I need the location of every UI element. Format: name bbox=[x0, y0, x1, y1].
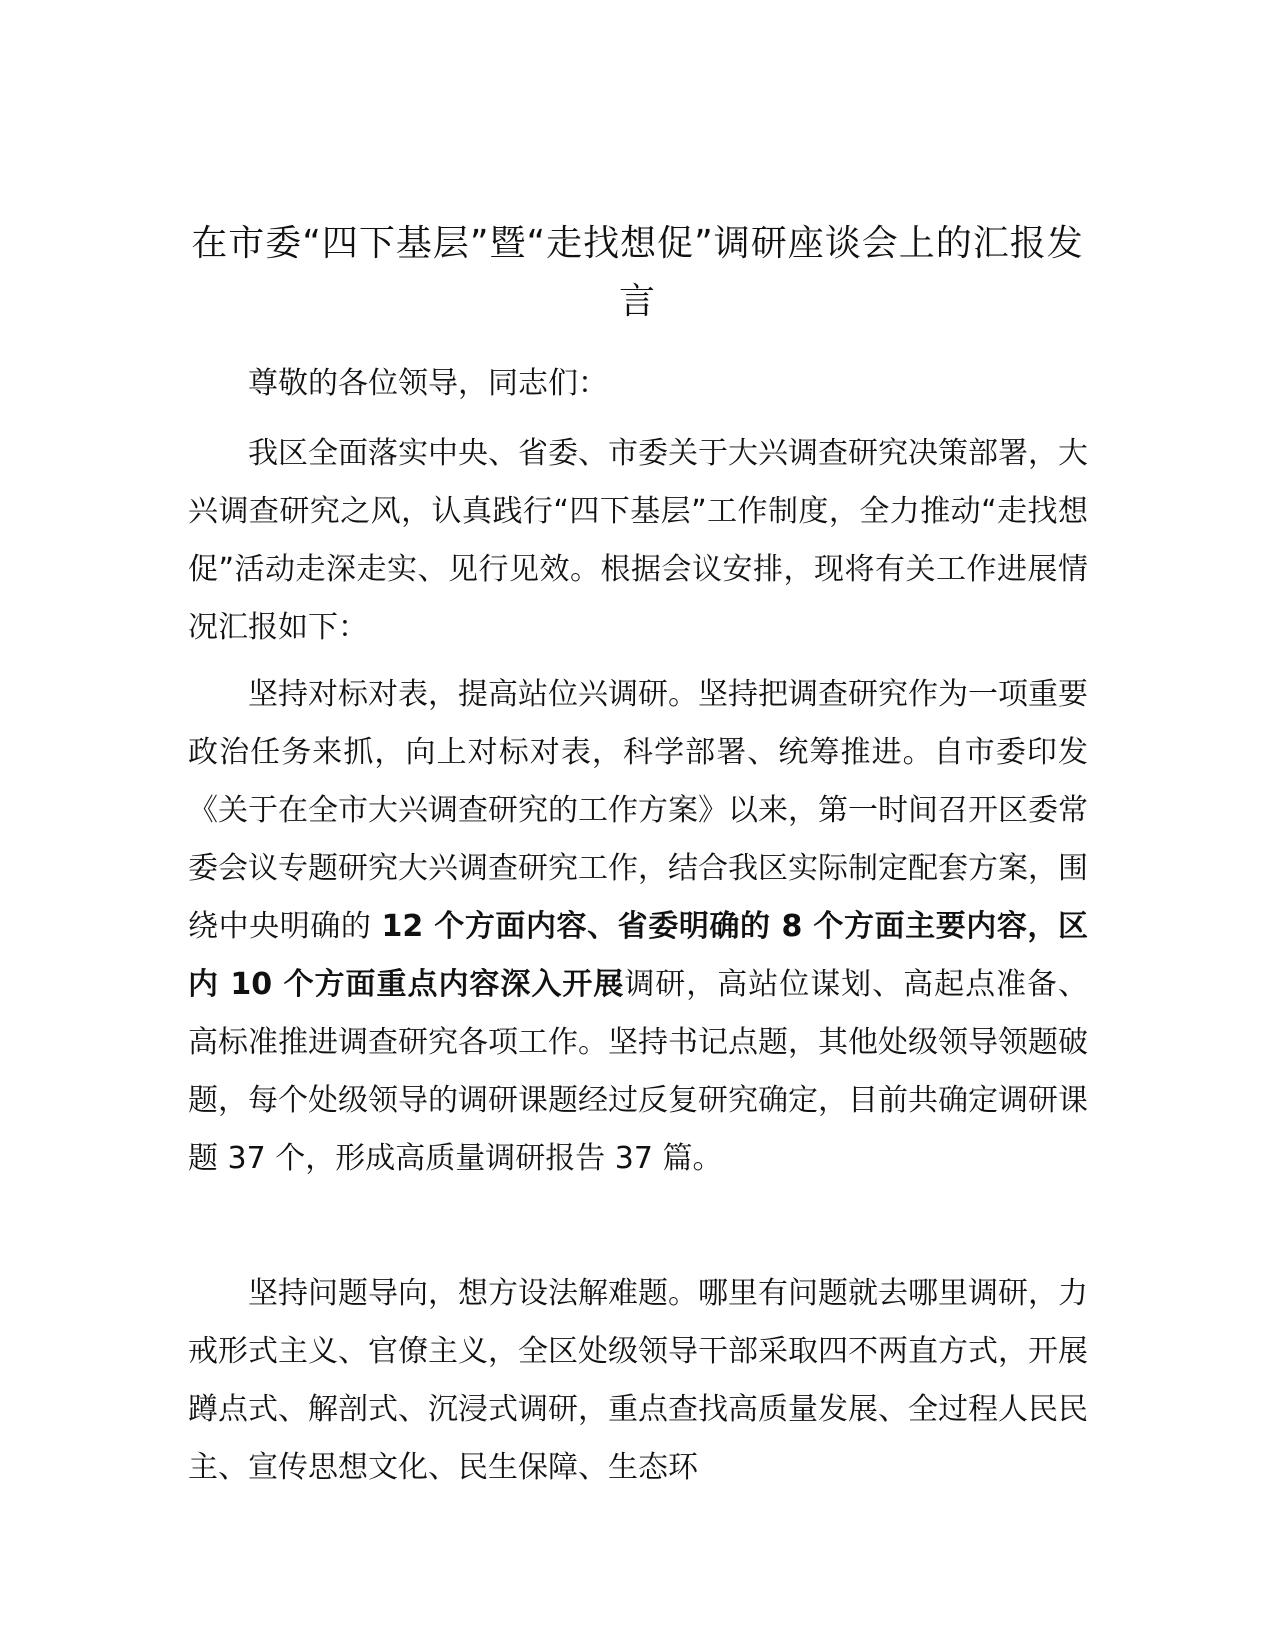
section-1-paragraph bbox=[188, 666, 1088, 1188]
document-title: 在市委“四下基层”暨“走找想促”调研座谈会上的汇报发言 bbox=[191, 223, 1084, 322]
intro-paragraph: 我区全面落实中央、省委、市委关于大兴调查研究决策部署，大兴调查研究之风，认真践行“四下基层”工作制度，全力推动“走找想促”活动走深走实、见行见效。根据会议安排，现将有关工作进展情况汇报如下： bbox=[188, 436, 1088, 645]
section-2-paragraph: 坚持问题导向，想方设法解难题。哪里有问题就去哪里调研，力戒形式主义、官僚主义，全区处级领导干部采取四不两直方式，开展蹲点式、解剖式、沉浸式调研，重点查找高质量发展、全过程人民民主、宣传思想文化、民生保障、生态环 bbox=[188, 1276, 1088, 1485]
section-1-text-c: 调研，高站位谋划、高起点准备、高标准推进调查研究各项工作。坚持书记点题，其他处级领导领题破题，每个处级领导的调研课题经过反复研究确定，目前共确定调研课题 37 个，形成高质量调研报告 37 篇。 bbox=[188, 967, 1089, 1176]
section-1-bold-text: 12 个方面内容、省委明确的 8 个方面主要内容，区内 10 个方面重点内容深入开展 bbox=[188, 909, 1088, 1002]
salutation: 尊敬的各位领导，同志们： bbox=[248, 366, 608, 401]
section-1-text-a: 坚持对标对表，提高站位兴调研。坚持把调查研究作为一项重要政治任务来抓，向上对标对表，科学部署、统筹推进。自市委印发《关于在全市大兴调查研究的工作方案》以来，第一时间召开区委常委会议专题研究大兴调查研究工作，结合我区实际制定配套方案，围绕中央明确的 bbox=[188, 677, 1088, 944]
